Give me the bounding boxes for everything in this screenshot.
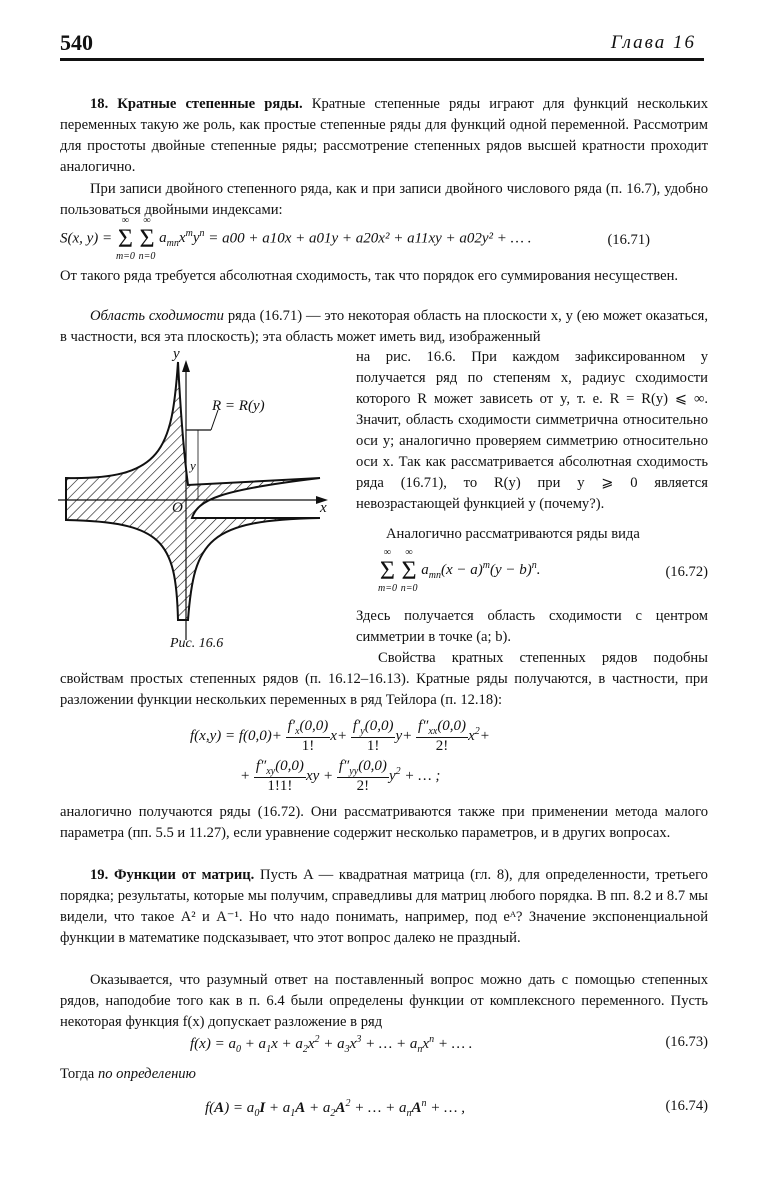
eq-term: $a_{mn}(x - a)^m(y - b)^n$.: [421, 560, 541, 582]
equation-16-73: $f(x) = a_0 + a_1x + a_2x^2 + a_3x^3$ + … + $a_nx^n$ + … . (16.73): [190, 1034, 708, 1055]
taylor-line-1: f(x,y) = f(0,0)+ $\frac{f'_x(0,0)}{1!}$ x+ $\frac{f'_y(0,0)}{1!}$ y+ $\frac{f''_{xx}(0,0)}{2!}$ $x^2+$: [190, 718, 490, 754]
paragraph-properties: Свойства кратных степенных рядов подобны свойствам простых степенных рядов (п. 16.12–16.13). Кратные ряды получаются, в частности, при разложении функции нескольких переменных в ряд Тейлора (п. 12.18):: [60, 650, 708, 708]
paragraph-then: [60, 1064, 708, 1085]
sum-symbol: ∞ Σ m=0: [378, 547, 397, 594]
fraction: $\frac{f''_{xx}(0,0)}{2!}$: [418, 718, 467, 754]
figure-caption: Рис. 16.6: [170, 636, 224, 651]
axis-label-y: y: [173, 346, 180, 362]
taylor-lhs: f(x,y) = f(0,0)+: [190, 727, 282, 744]
paragraph-19: [60, 865, 708, 949]
figure-16-6: [58, 350, 348, 650]
paragraph-center: Здесь получается область сходимости с центром симметрии в точке (a; b).: [356, 608, 708, 645]
paragraph-absolute: От такого ряда требуется абсолютная сходимость, так что порядок его суммирования несуществен.: [60, 268, 679, 284]
y-marker-label: y: [190, 458, 196, 473]
radius-label: R = R(y): [212, 398, 265, 414]
region-text: ряда (16.71) — это некоторая область на плоскости x, y (ею может оказаться, в частности, вся эта плоскость); эта область может иметь вид, изображенный: [60, 308, 708, 345]
paragraph-analog: Аналогично рассматриваются ряды вида: [386, 526, 640, 542]
fraction: $\frac{f'_x(0,0)}{1!}$: [287, 718, 329, 754]
then-text: Тогда: [60, 1066, 95, 1082]
equation-16-71: [60, 216, 708, 262]
fraction: $\frac{f''_{xy}(0,0)}{1!1!}$: [255, 758, 304, 794]
taylor-line-2: + $\frac{f''_{xy}(0,0)}{1!1!}$ xy + $\frac{f''_{yy}(0,0)}{2!}$ $y^2$ + … ;: [240, 758, 441, 794]
sum-symbol: ∞ Σ m=0: [115, 215, 135, 262]
paragraph-18: [60, 94, 708, 178]
section-19-title: 19. Функции от матриц.: [90, 867, 255, 883]
convergence-region: [66, 362, 320, 620]
sum-symbol: ∞ Σ n=0: [400, 547, 418, 594]
sum-symbol: ∞ Σ n=0: [138, 215, 156, 262]
section-18-title: 18. Кратные степенные ряды.: [90, 96, 303, 112]
fraction: $\frac{f''_{yy}(0,0)}{2!}$: [338, 758, 387, 794]
term-by-definition: по определению: [97, 1066, 196, 1082]
eq-rhs: = a00 + a10x + a01y + a20x² + a11xy + a02y² + … .: [208, 230, 532, 247]
paragraph-answer: Оказывается, что разумный ответ на поставленный вопрос можно дать с помощью степенных рядов, наподобие того как в п. 6.4 были определены функции от комплексного переменного. Пусть некоторая функция f(x) допускает разложение в ряд: [60, 972, 708, 1030]
paragraph-double-series: При записи двойного степенного ряда, как и при записи двойного числового ряда (п. 16.7), удобно пользоваться двойными индексами:: [60, 181, 708, 218]
eq-term: $a_{mn}x^my^n$: [159, 228, 205, 250]
paragraph-right-column: на рис. 16.6. При каждом зафиксированном y получается ряд по степеням x, радиус сходимости которого R может зависеть от y, т. е. R = R(y) ⩽ ∞. Значит, область сходимости симметрична относительно оси y; аналогично проверяем симметрию относительно оси x. Так как рассматривается абсолютная сходимость ряда (16.71), то R(y) при y ⩾ 0 является невозрастающей функцией y (почему?).: [356, 349, 708, 512]
equation-number: (16.74): [665, 1098, 708, 1114]
paragraph-region: [60, 306, 708, 348]
term-region: Область сходимости: [90, 308, 224, 324]
y-axis-arrow: [182, 360, 190, 372]
equation-number: (16.73): [665, 1034, 708, 1050]
equation-16-72: [378, 548, 708, 594]
paragraph-after-taylor: аналогично получаются ряды (16.72). Они рассматриваются также при применении метода малого параметра (пп. 5.5 и 11.27), если уравнение содержит несколько параметров, и в других вопросах.: [60, 804, 708, 841]
header-rule: [60, 58, 704, 61]
section-19-text: Пусть A — квадратная матрица (гл. 8), для определенности, третьего порядка; результаты, которые мы получим, справедливы для матриц любого порядка. В пп. 8.2 и 8.7 мы видели, что такое A² и A⁻¹. Но что надо понимать, например, под eᴬ? Значение экспоненциальной функции в математике подсказывает, что этот вопрос далеко не праздный.: [60, 867, 708, 946]
origin-label: O: [172, 500, 183, 516]
chapter-title: Глава 16: [610, 32, 696, 53]
page-number: 540: [60, 30, 93, 55]
equation-number: (16.72): [665, 564, 708, 580]
eq-lhs: S(x, y) =: [60, 230, 113, 247]
equation-number: (16.71): [607, 232, 650, 248]
section-18-text: Кратные степенные ряды играют для функций нескольких переменных такую же роль, как простые степенные ряды для функций одной переменной. Рассмотрим для простоты двойные степенные ряды; рассмотрение степенных рядов высшей кратности проходит аналогично.: [60, 96, 708, 175]
axis-label-x: x: [320, 500, 327, 516]
equation-16-74: $f(A) = a_0I + a_1A + a_2A^2$ + … + $a_nA^n$ + … , (16.74): [205, 1098, 708, 1119]
fraction: $\frac{f'_y(0,0)}{1!}$: [352, 718, 394, 754]
